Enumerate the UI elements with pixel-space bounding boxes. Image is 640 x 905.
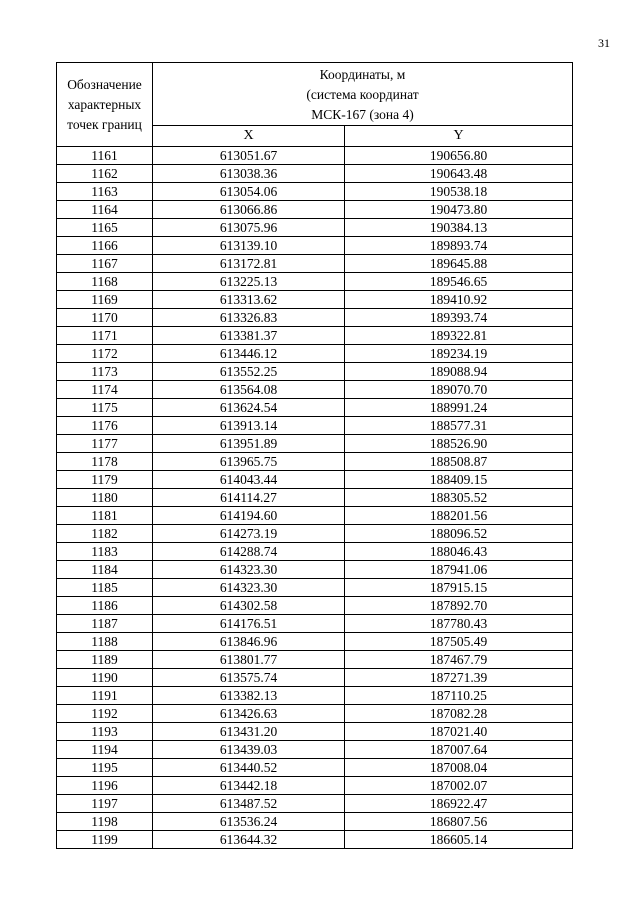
x-coordinate-cell: 613439.03 xyxy=(153,741,345,759)
y-coordinate-cell: 187110.25 xyxy=(345,687,573,705)
point-id-cell: 1188 xyxy=(57,633,153,651)
table-row xyxy=(57,597,573,615)
y-coordinate-cell: 189645.88 xyxy=(345,255,573,273)
x-coordinate-cell: 614288.74 xyxy=(153,543,345,561)
point-id-cell: 1189 xyxy=(57,651,153,669)
x-coordinate-cell: 614323.30 xyxy=(153,579,345,597)
table-row xyxy=(57,399,573,417)
point-id-cell: 1175 xyxy=(57,399,153,417)
y-coordinate-cell: 189088.94 xyxy=(345,363,573,381)
y-coordinate-cell: 187467.79 xyxy=(345,651,573,669)
y-coordinate-cell: 189893.74 xyxy=(345,237,573,255)
x-coordinate-cell: 613846.96 xyxy=(153,633,345,651)
y-coordinate-cell: 187780.43 xyxy=(345,615,573,633)
page-number: 31 xyxy=(598,36,610,50)
table-row xyxy=(57,507,573,525)
table-row xyxy=(57,381,573,399)
point-id-cell: 1195 xyxy=(57,759,153,777)
x-coordinate-cell: 613552.25 xyxy=(153,363,345,381)
y-coordinate-cell: 189546.65 xyxy=(345,273,573,291)
table-row xyxy=(57,345,573,363)
table-row xyxy=(57,705,573,723)
x-coordinate-cell: 613172.81 xyxy=(153,255,345,273)
point-id-cell: 1198 xyxy=(57,813,153,831)
x-coordinate-cell: 614194.60 xyxy=(153,507,345,525)
table-row xyxy=(57,561,573,579)
table-row xyxy=(57,669,573,687)
x-coordinate-cell: 613382.13 xyxy=(153,687,345,705)
point-id-cell: 1197 xyxy=(57,795,153,813)
x-coordinate-cell: 613951.89 xyxy=(153,435,345,453)
point-id-cell: 1162 xyxy=(57,165,153,183)
x-coordinate-cell: 613440.52 xyxy=(153,759,345,777)
point-id-cell: 1164 xyxy=(57,201,153,219)
point-id-cell: 1166 xyxy=(57,237,153,255)
table-row xyxy=(57,543,573,561)
point-id-cell: 1192 xyxy=(57,705,153,723)
table-row xyxy=(57,417,573,435)
x-coordinate-cell: 613054.06 xyxy=(153,183,345,201)
point-id-cell: 1171 xyxy=(57,327,153,345)
y-coordinate-cell: 188046.43 xyxy=(345,543,573,561)
y-coordinate-cell: 188305.52 xyxy=(345,489,573,507)
point-id-cell: 1186 xyxy=(57,597,153,615)
y-coordinate-cell: 187002.07 xyxy=(345,777,573,795)
y-coordinate-cell: 187915.15 xyxy=(345,579,573,597)
point-id-cell: 1184 xyxy=(57,561,153,579)
table-row xyxy=(57,183,573,201)
point-id-cell: 1167 xyxy=(57,255,153,273)
point-id-cell: 1179 xyxy=(57,471,153,489)
table-row xyxy=(57,363,573,381)
table-row xyxy=(57,471,573,489)
point-id-cell: 1161 xyxy=(57,147,153,165)
point-id-cell: 1178 xyxy=(57,453,153,471)
y-coordinate-cell: 190473.80 xyxy=(345,201,573,219)
x-coordinate-cell: 613431.20 xyxy=(153,723,345,741)
point-id-cell: 1193 xyxy=(57,723,153,741)
y-coordinate-cell: 187505.49 xyxy=(345,633,573,651)
table-row xyxy=(57,813,573,831)
point-id-cell: 1163 xyxy=(57,183,153,201)
y-coordinate-cell: 190656.80 xyxy=(345,147,573,165)
y-coordinate-cell: 189322.81 xyxy=(345,327,573,345)
x-coordinate-cell: 613038.36 xyxy=(153,165,345,183)
y-coordinate-cell: 187008.04 xyxy=(345,759,573,777)
y-coordinate-cell: 187007.64 xyxy=(345,741,573,759)
table-row xyxy=(57,633,573,651)
point-label-header-line: характерных xyxy=(67,96,142,112)
table-row xyxy=(57,219,573,237)
point-id-cell: 1176 xyxy=(57,417,153,435)
point-id-cell: 1194 xyxy=(57,741,153,759)
table-row xyxy=(57,147,573,165)
y-coordinate-cell: 189410.92 xyxy=(345,291,573,309)
coordinates-header-line: (система координат xyxy=(306,87,419,102)
table-header-row xyxy=(57,63,573,126)
x-coordinate-cell: 613446.12 xyxy=(153,345,345,363)
table-body xyxy=(57,147,573,849)
y-coordinate-cell: 190643.48 xyxy=(345,165,573,183)
table-row xyxy=(57,291,573,309)
x-coordinate-cell: 613426.63 xyxy=(153,705,345,723)
table-row xyxy=(57,795,573,813)
point-label-header-line: точек границ xyxy=(67,116,142,132)
point-id-cell: 1183 xyxy=(57,543,153,561)
coordinates-header-line: Координаты, м xyxy=(319,67,406,82)
y-coordinate-cell: 187021.40 xyxy=(345,723,573,741)
table-row xyxy=(57,831,573,849)
y-coordinate-cell: 189234.19 xyxy=(345,345,573,363)
table-row xyxy=(57,273,573,291)
point-id-cell: 1182 xyxy=(57,525,153,543)
y-coordinate-cell: 187271.39 xyxy=(345,669,573,687)
point-id-cell: 1168 xyxy=(57,273,153,291)
x-coordinate-cell: 613564.08 xyxy=(153,381,345,399)
point-id-cell: 1196 xyxy=(57,777,153,795)
y-coordinate-cell: 188096.52 xyxy=(345,525,573,543)
x-column-header: X xyxy=(153,126,345,147)
table-row xyxy=(57,327,573,345)
y-coordinate-cell: 188508.87 xyxy=(345,453,573,471)
table-row xyxy=(57,165,573,183)
point-id-cell: 1177 xyxy=(57,435,153,453)
y-coordinate-cell: 186807.56 xyxy=(345,813,573,831)
table-row xyxy=(57,759,573,777)
point-id-cell: 1165 xyxy=(57,219,153,237)
coordinates-header-line: МСК-167 (зона 4) xyxy=(311,107,414,122)
table-row xyxy=(57,615,573,633)
table-row xyxy=(57,309,573,327)
x-coordinate-cell: 613075.96 xyxy=(153,219,345,237)
point-id-cell: 1190 xyxy=(57,669,153,687)
x-coordinate-cell: 613313.62 xyxy=(153,291,345,309)
x-coordinate-cell: 614043.44 xyxy=(153,471,345,489)
x-coordinate-cell: 613644.32 xyxy=(153,831,345,849)
y-coordinate-cell: 188526.90 xyxy=(345,435,573,453)
table-row xyxy=(57,579,573,597)
point-id-cell: 1181 xyxy=(57,507,153,525)
y-coordinate-cell: 189070.70 xyxy=(345,381,573,399)
x-coordinate-cell: 613326.83 xyxy=(153,309,345,327)
point-id-cell: 1170 xyxy=(57,309,153,327)
table-row xyxy=(57,489,573,507)
y-coordinate-cell: 189393.74 xyxy=(345,309,573,327)
table-row xyxy=(57,741,573,759)
x-coordinate-cell: 613801.77 xyxy=(153,651,345,669)
x-coordinate-cell: 613381.37 xyxy=(153,327,345,345)
x-coordinate-cell: 613139.10 xyxy=(153,237,345,255)
table-row xyxy=(57,453,573,471)
x-coordinate-cell: 614176.51 xyxy=(153,615,345,633)
x-coordinate-cell: 613965.75 xyxy=(153,453,345,471)
point-id-cell: 1185 xyxy=(57,579,153,597)
x-coordinate-cell: 614323.30 xyxy=(153,561,345,579)
x-coordinate-cell: 613051.67 xyxy=(153,147,345,165)
point-id-cell: 1172 xyxy=(57,345,153,363)
y-coordinate-cell: 187941.06 xyxy=(345,561,573,579)
table-row xyxy=(57,651,573,669)
x-coordinate-cell: 614273.19 xyxy=(153,525,345,543)
x-coordinate-cell: 613575.74 xyxy=(153,669,345,687)
y-coordinate-cell: 186605.14 xyxy=(345,831,573,849)
y-coordinate-cell: 187892.70 xyxy=(345,597,573,615)
x-coordinate-cell: 614114.27 xyxy=(153,489,345,507)
point-label-header-line: Обозначение xyxy=(67,76,142,92)
table-row xyxy=(57,525,573,543)
point-id-cell: 1199 xyxy=(57,831,153,849)
x-coordinate-cell: 613536.24 xyxy=(153,813,345,831)
y-coordinate-cell: 188991.24 xyxy=(345,399,573,417)
table-row xyxy=(57,435,573,453)
x-coordinate-cell: 613913.14 xyxy=(153,417,345,435)
y-coordinate-cell: 188201.56 xyxy=(345,507,573,525)
y-coordinate-cell: 190384.13 xyxy=(345,219,573,237)
x-coordinate-cell: 613225.13 xyxy=(153,273,345,291)
coordinates-header xyxy=(153,63,573,126)
point-id-cell: 1191 xyxy=(57,687,153,705)
x-coordinate-cell: 613624.54 xyxy=(153,399,345,417)
x-coordinate-cell: 613442.18 xyxy=(153,777,345,795)
y-column-header: Y xyxy=(345,126,573,147)
table-row xyxy=(57,201,573,219)
y-coordinate-cell: 187082.28 xyxy=(345,705,573,723)
coordinates-table xyxy=(56,62,573,849)
point-id-cell: 1180 xyxy=(57,489,153,507)
x-coordinate-cell: 614302.58 xyxy=(153,597,345,615)
y-coordinate-cell: 186922.47 xyxy=(345,795,573,813)
table-row xyxy=(57,237,573,255)
table-row xyxy=(57,255,573,273)
y-coordinate-cell: 188577.31 xyxy=(345,417,573,435)
x-coordinate-cell: 613066.86 xyxy=(153,201,345,219)
point-id-cell: 1169 xyxy=(57,291,153,309)
y-coordinate-cell: 188409.15 xyxy=(345,471,573,489)
table-row xyxy=(57,687,573,705)
point-id-cell: 1187 xyxy=(57,615,153,633)
table-row xyxy=(57,777,573,795)
point-id-cell: 1173 xyxy=(57,363,153,381)
table-row xyxy=(57,723,573,741)
x-coordinate-cell: 613487.52 xyxy=(153,795,345,813)
point-label-header xyxy=(57,63,153,147)
point-id-cell: 1174 xyxy=(57,381,153,399)
y-coordinate-cell: 190538.18 xyxy=(345,183,573,201)
